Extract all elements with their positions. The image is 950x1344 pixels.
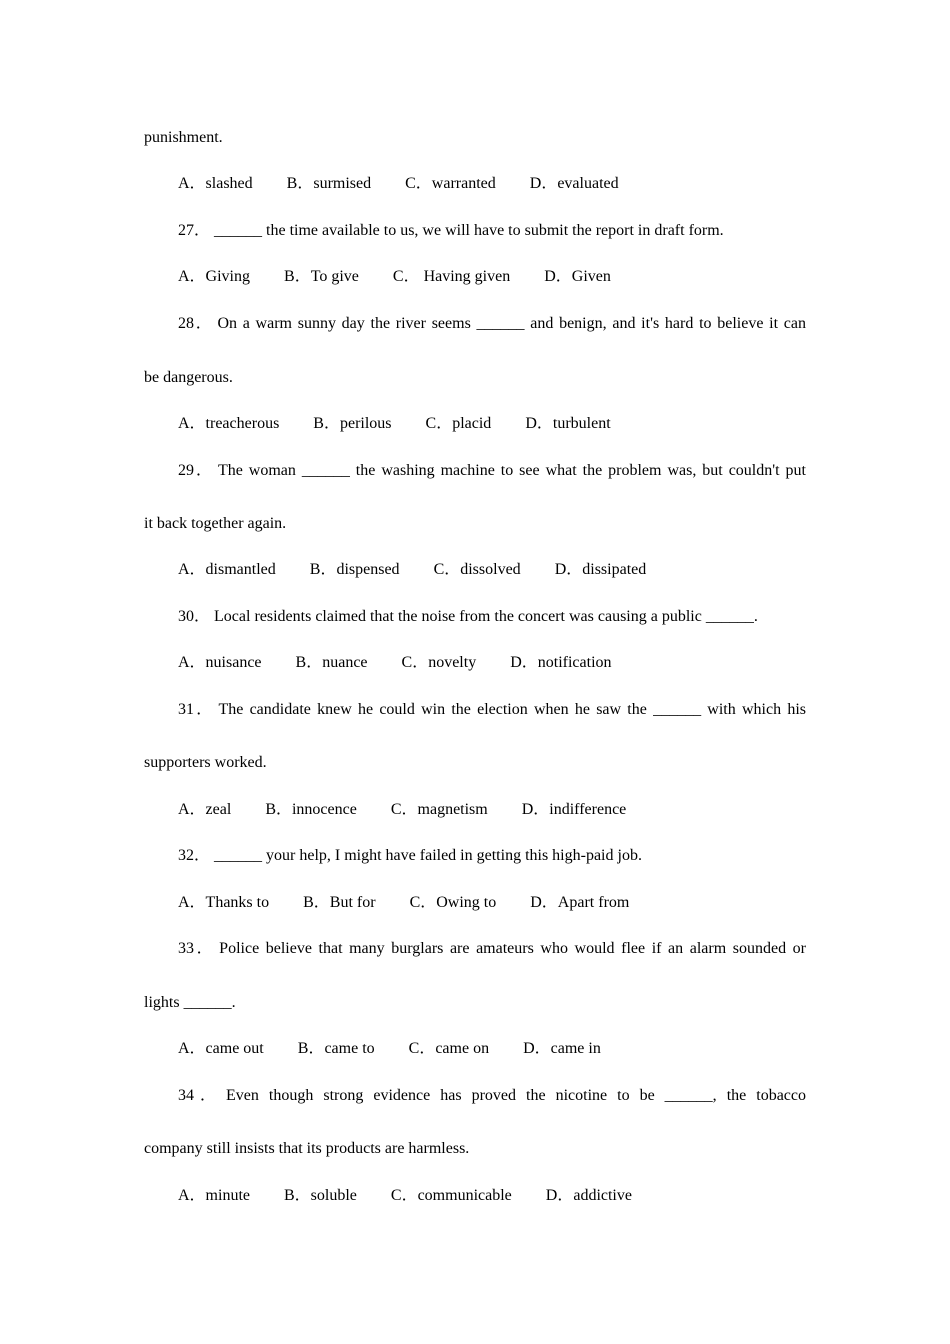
option-c: C． Having given xyxy=(392,268,511,285)
option-a: A．came out xyxy=(178,1040,264,1057)
option-b: B．dispensed xyxy=(309,561,400,578)
question-30-stem xyxy=(178,607,806,627)
option-c: C．dissolved xyxy=(433,561,521,578)
question-28-stem xyxy=(178,314,806,334)
question-33-stem-continuation: lights ______. xyxy=(144,994,236,1011)
option-b: B．To give xyxy=(284,268,359,285)
option-d: D．indifference xyxy=(521,801,627,818)
question-text: Even though strong evidence has proved the nicotine to be ______, the tobacco xyxy=(226,1087,806,1104)
question-29-stem-continuation: it back together again. xyxy=(144,515,287,532)
question-32-stem xyxy=(178,846,806,866)
question-30-options xyxy=(178,653,806,673)
question-number: 31． xyxy=(178,701,215,718)
question-31-options xyxy=(178,800,806,820)
question-text: Local residents claimed that the noise from the concert was causing a public ______. xyxy=(214,608,758,625)
question-31-stem-continuation: supporters worked. xyxy=(144,754,267,771)
question-34-stem-continuation: company still insists that its products are harmless. xyxy=(144,1140,470,1157)
option-a: A．zeal xyxy=(178,801,232,818)
question-number: 28． xyxy=(178,315,214,332)
question-text: ______ your help, I might have failed in getting this high-paid job. xyxy=(214,847,642,864)
option-d: D．evaluated xyxy=(529,175,619,192)
question-text: ______ the time available to us, we will have to submit the report in draft form. xyxy=(214,222,724,239)
option-a: A．treacherous xyxy=(178,415,280,432)
option-b: B．nuance xyxy=(295,654,368,671)
question-number: 32． xyxy=(178,847,211,864)
question-33-stem xyxy=(178,939,806,959)
question-31-stem xyxy=(178,700,806,720)
option-b: B．soluble xyxy=(284,1187,357,1204)
option-c: C．placid xyxy=(425,415,492,432)
question-number: 34． xyxy=(178,1087,223,1104)
question-26-continuation: punishment. xyxy=(144,129,223,146)
option-a: A．slashed xyxy=(178,175,253,192)
option-b: B．perilous xyxy=(313,415,392,432)
option-b: B．innocence xyxy=(265,801,357,818)
question-text: On a warm sunny day the river seems ______ and benign, and it's hard to believe it can xyxy=(217,315,806,332)
option-d: D．turbulent xyxy=(525,415,611,432)
option-b: B．came to xyxy=(297,1040,375,1057)
option-c: C．communicable xyxy=(390,1187,512,1204)
option-b: B．surmised xyxy=(286,175,372,192)
question-number: 33． xyxy=(178,940,216,957)
option-a: A．nuisance xyxy=(178,654,262,671)
question-number: 27． xyxy=(178,222,211,239)
option-a: A．Thanks to xyxy=(178,894,270,911)
question-32-options xyxy=(178,893,806,913)
question-26-options xyxy=(178,174,806,194)
question-34-options xyxy=(178,1186,806,1206)
question-34-stem xyxy=(178,1086,806,1106)
question-text: Police believe that many burglars are amateurs who would flee if an alarm sounded or xyxy=(219,940,806,957)
question-text: The candidate knew he could win the election when he saw the ______ with which his xyxy=(218,701,806,718)
option-c: C．novelty xyxy=(401,654,477,671)
option-c: C．Owing to xyxy=(409,894,497,911)
option-d: D．came in xyxy=(523,1040,601,1057)
question-27-options xyxy=(178,267,806,287)
question-33-options xyxy=(178,1039,806,1059)
question-28-options xyxy=(178,414,806,434)
option-c: C．magnetism xyxy=(390,801,488,818)
question-29-stem xyxy=(178,461,806,481)
option-d: D．addictive xyxy=(545,1187,632,1204)
question-29-options xyxy=(178,560,806,580)
question-28-stem-continuation: be dangerous. xyxy=(144,369,233,386)
option-a: A．Giving xyxy=(178,268,251,285)
question-number: 29． xyxy=(178,462,214,479)
question-27-stem xyxy=(178,221,806,241)
option-d: D．Apart from xyxy=(530,894,630,911)
option-a: A．minute xyxy=(178,1187,250,1204)
option-d: D．notification xyxy=(510,654,612,671)
option-b: B．But for xyxy=(303,894,376,911)
question-text: The woman ______ the washing machine to see what the problem was, but couldn't put xyxy=(217,462,806,479)
option-c: C．warranted xyxy=(405,175,496,192)
option-a: A．dismantled xyxy=(178,561,276,578)
option-d: D．dissipated xyxy=(554,561,647,578)
question-number: 30． xyxy=(178,608,211,625)
option-d: D．Given xyxy=(544,268,611,285)
option-c: C．came on xyxy=(408,1040,490,1057)
